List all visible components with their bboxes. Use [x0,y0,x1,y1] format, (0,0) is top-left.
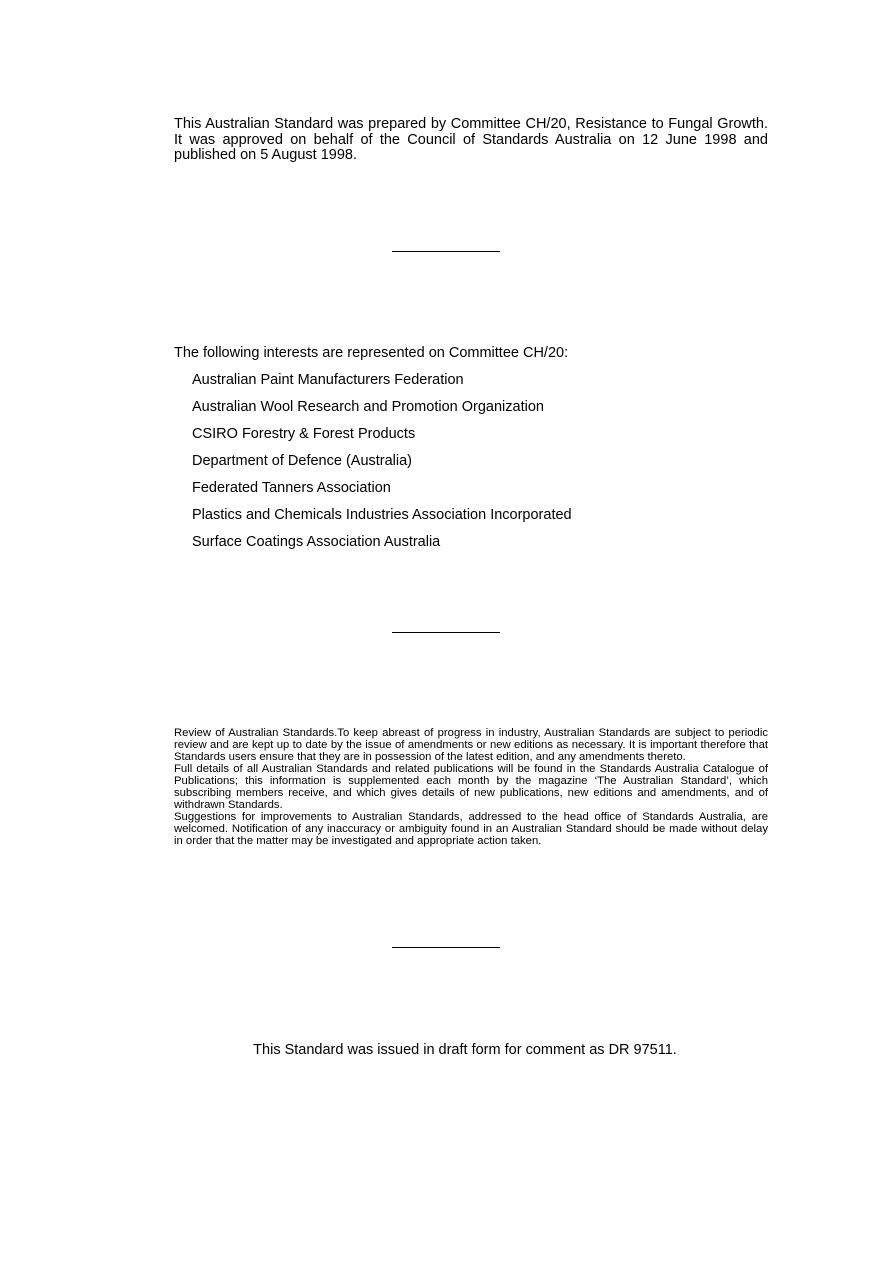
section-divider [392,947,500,948]
list-item: Surface Coatings Association Australia [192,534,441,550]
section-divider [392,251,500,252]
list-item: Department of Defence (Australia) [192,453,413,469]
list-item: Plastics and Chemicals Industries Association Incorporated [192,507,572,523]
review-paragraph: Full details of all Australian Standards and related publications will be found in the Standards Australia Catalogue of Publications; this information is supplemented each month by the magazine ‘The Australian Standard’, which subscribing members receive, and which gives details of new publications, new editions and amendments, and of withdrawn Standards. [174,763,768,811]
interests-list [174,371,768,552]
list-item: Australian Paint Manufacturers Federation [192,372,464,388]
review-paragraph: Suggestions for improvements to Australian Standards, addressed to the head office of Standards Australia, are welcomed. Notification of any inaccuracy or ambiguity found in an Australian Standard should be made without delay in order that the matter may be investigated and appropriate action taken. [174,811,768,847]
preparation-statement: This Australian Standard was prepared by Committee CH/20, Resistance to Fungal Growth. It was approved on behalf of the Council of Standards Australia on 12 June 1998 and published on 5 August 1998. [174,116,768,163]
review-paragraph: Review of Australian Standards.To keep abreast of progress in industry, Australian Standards are subject to periodic review and are kept up to date by the issue of amendments or new editions as necessary. It is important therefore that Standards users ensure that they are in possession of the latest edition, and any amendments thereto. [174,727,768,763]
interests-heading: The following interests are represented on Committee CH/20: [174,345,569,361]
review-notice [174,727,768,847]
committee-interests [174,344,768,552]
list-item: Australian Wool Research and Promotion Organization [192,399,544,415]
list-item: Federated Tanners Association [192,480,391,496]
section-divider [392,632,500,633]
list-item: CSIRO Forestry & Forest Products [192,426,416,442]
draft-notice: This Standard was issued in draft form for comment as DR 97511. [253,1042,677,1058]
